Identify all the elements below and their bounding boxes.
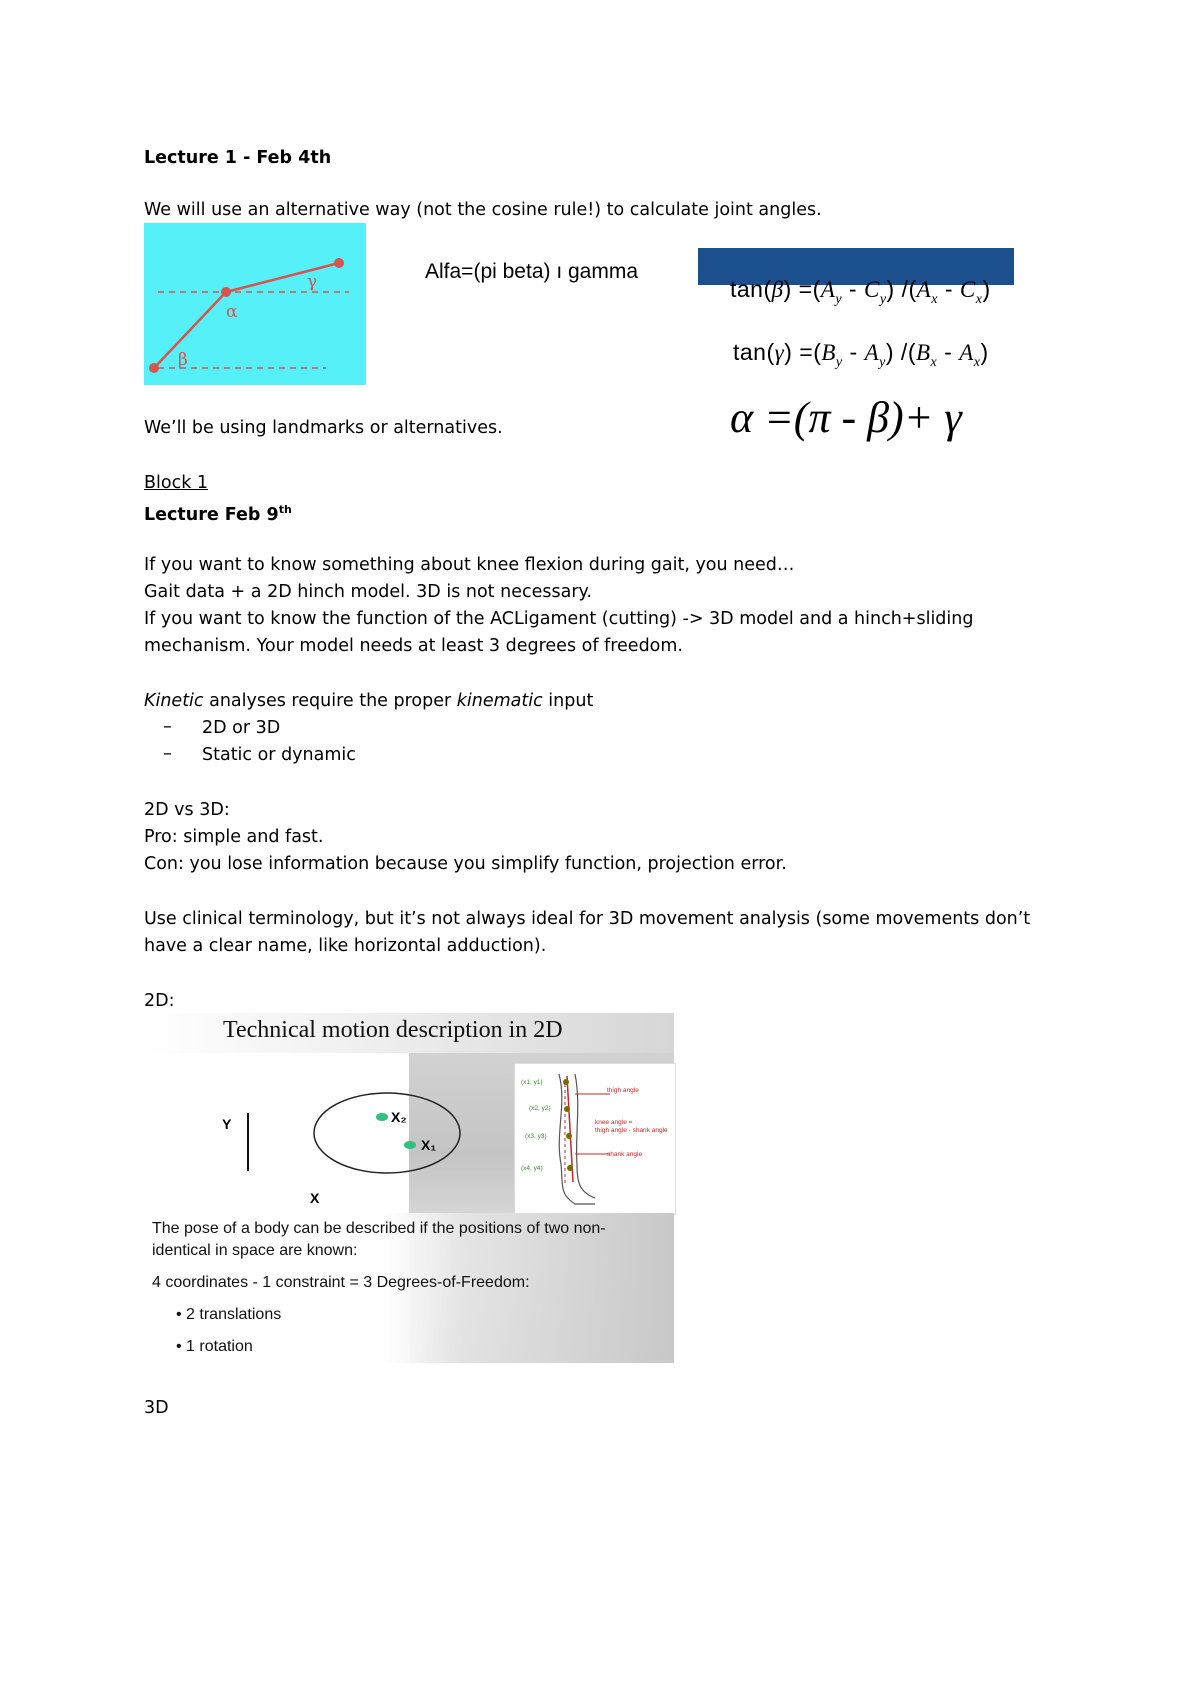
point-c (149, 363, 159, 373)
leg-angle-diagram (515, 1064, 675, 1214)
marker-2 (564, 1106, 570, 1112)
block1-heading-sup: th (278, 503, 292, 516)
x2-label: X₂ (391, 1109, 407, 1125)
terminology-line-2: have a clear name, like horizontal adduction). (144, 936, 547, 956)
point-x2 (376, 1113, 388, 1121)
leg-angle-panel (514, 1063, 676, 1215)
slide-text-1: The pose of a body can be described if the positions of two non- (152, 1220, 606, 1237)
gamma-label: γ (307, 272, 318, 292)
bullet-dash: – (163, 744, 172, 764)
coord-label: (x3, y3) (525, 1133, 547, 1140)
coord-label: (x1, y1) (521, 1079, 543, 1086)
point-a (221, 287, 231, 297)
thigh-angle-label: thigh angle (607, 1087, 639, 1094)
point-b (334, 258, 344, 268)
x1-label: X₁ (421, 1137, 437, 1153)
kinetic-word: Kinetic (144, 691, 204, 711)
knee-line-2: Gait data + a 2D hinch model. 3D is not necessary. (144, 582, 592, 602)
marker-3 (566, 1133, 572, 1139)
kinematic-word: kinematic (456, 691, 543, 711)
ellipse-diagram (144, 1053, 514, 1213)
leg-outline-inner (575, 1074, 595, 1198)
slide-bullet-1: • 2 translations (176, 1306, 282, 1323)
bullet-item: Static or dynamic (202, 745, 356, 765)
compare-pro: Pro: simple and fast. (144, 827, 324, 847)
kinetic-end: input (542, 691, 594, 711)
alfa-formula: Alfa=(pi beta) ı gamma (425, 260, 639, 283)
knee-angle-label: knee angle = (595, 1119, 633, 1126)
bullet-item: 2D or 3D (202, 718, 281, 738)
knee-line-3: If you want to know the function of the ACLigament (cutting) -> 3D model and a hinch+sliding (144, 609, 974, 629)
kinetic-mid: analyses require the proper (203, 691, 457, 711)
knee-line-4: mechanism. Your model needs at least 3 degrees of freedom. (144, 636, 683, 656)
body-ellipse (314, 1093, 460, 1173)
slide-title: Technical motion description in 2D (223, 1017, 563, 1043)
block1-heading (144, 499, 292, 526)
kinetic-line (144, 690, 593, 712)
knee-line-1: If you want to know something about knee flexion during gait, you need… (144, 555, 795, 575)
slide-bullet-2: • 1 rotation (176, 1338, 253, 1355)
lecture1-heading: Lecture 1 - Feb 4th (144, 148, 332, 168)
tan-gamma-formula: $\tan(\gamma) =(B_y - A_y)$ $/(B_x - A_x)$ (733, 339, 989, 370)
tan-beta-formula: $\tan(\beta) =(A_y - C_y)$ $/(A_x - C_x)$ (730, 276, 991, 307)
coord-label: (x2, y2) (529, 1105, 551, 1112)
marker-4 (567, 1165, 573, 1171)
knee-angle-formula: thigh angle - shank angle (595, 1127, 668, 1134)
beta-label: β (178, 350, 188, 370)
terminology-line-1: Use clinical terminology, but it’s not always ideal for 3D movement analysis (some movements don’t (144, 909, 1031, 929)
bullet-dash: – (163, 717, 172, 737)
y-axis-label: Y (222, 1116, 232, 1132)
slide-text-2: identical in space are known: (152, 1242, 358, 1259)
compare-con: Con: you lose information because you simplify function, projection error. (144, 854, 787, 874)
motion-description-slide (144, 1013, 674, 1363)
block1-label: Block 1 (144, 473, 209, 493)
slide-text-3: 4 coordinates - 1 constraint = 3 Degrees-of-Freedom: (152, 1274, 530, 1291)
alpha-label: α (226, 302, 238, 322)
landmarks-text: We’ll be using landmarks or alternatives. (144, 418, 503, 438)
coord-label: (x4, y4) (521, 1165, 543, 1172)
joint-angle-diagram (144, 223, 366, 385)
section-2d-label: 2D: (144, 991, 175, 1011)
block1-heading-text: Lecture Feb 9 (144, 504, 279, 525)
point-x1 (404, 1141, 416, 1149)
section-3d-label: 3D (144, 1398, 169, 1418)
compare-title: 2D vs 3D: (144, 800, 230, 820)
joint-angle-figure (144, 223, 366, 385)
marker-1 (563, 1079, 569, 1085)
alpha-equation: α =(π - β)+ γ (730, 393, 962, 442)
lecture1-intro: We will use an alternative way (not the cosine rule!) to calculate joint angles. (144, 200, 822, 220)
x-axis-label: X (310, 1190, 320, 1206)
shank-angle-label: shank angle (607, 1151, 643, 1158)
